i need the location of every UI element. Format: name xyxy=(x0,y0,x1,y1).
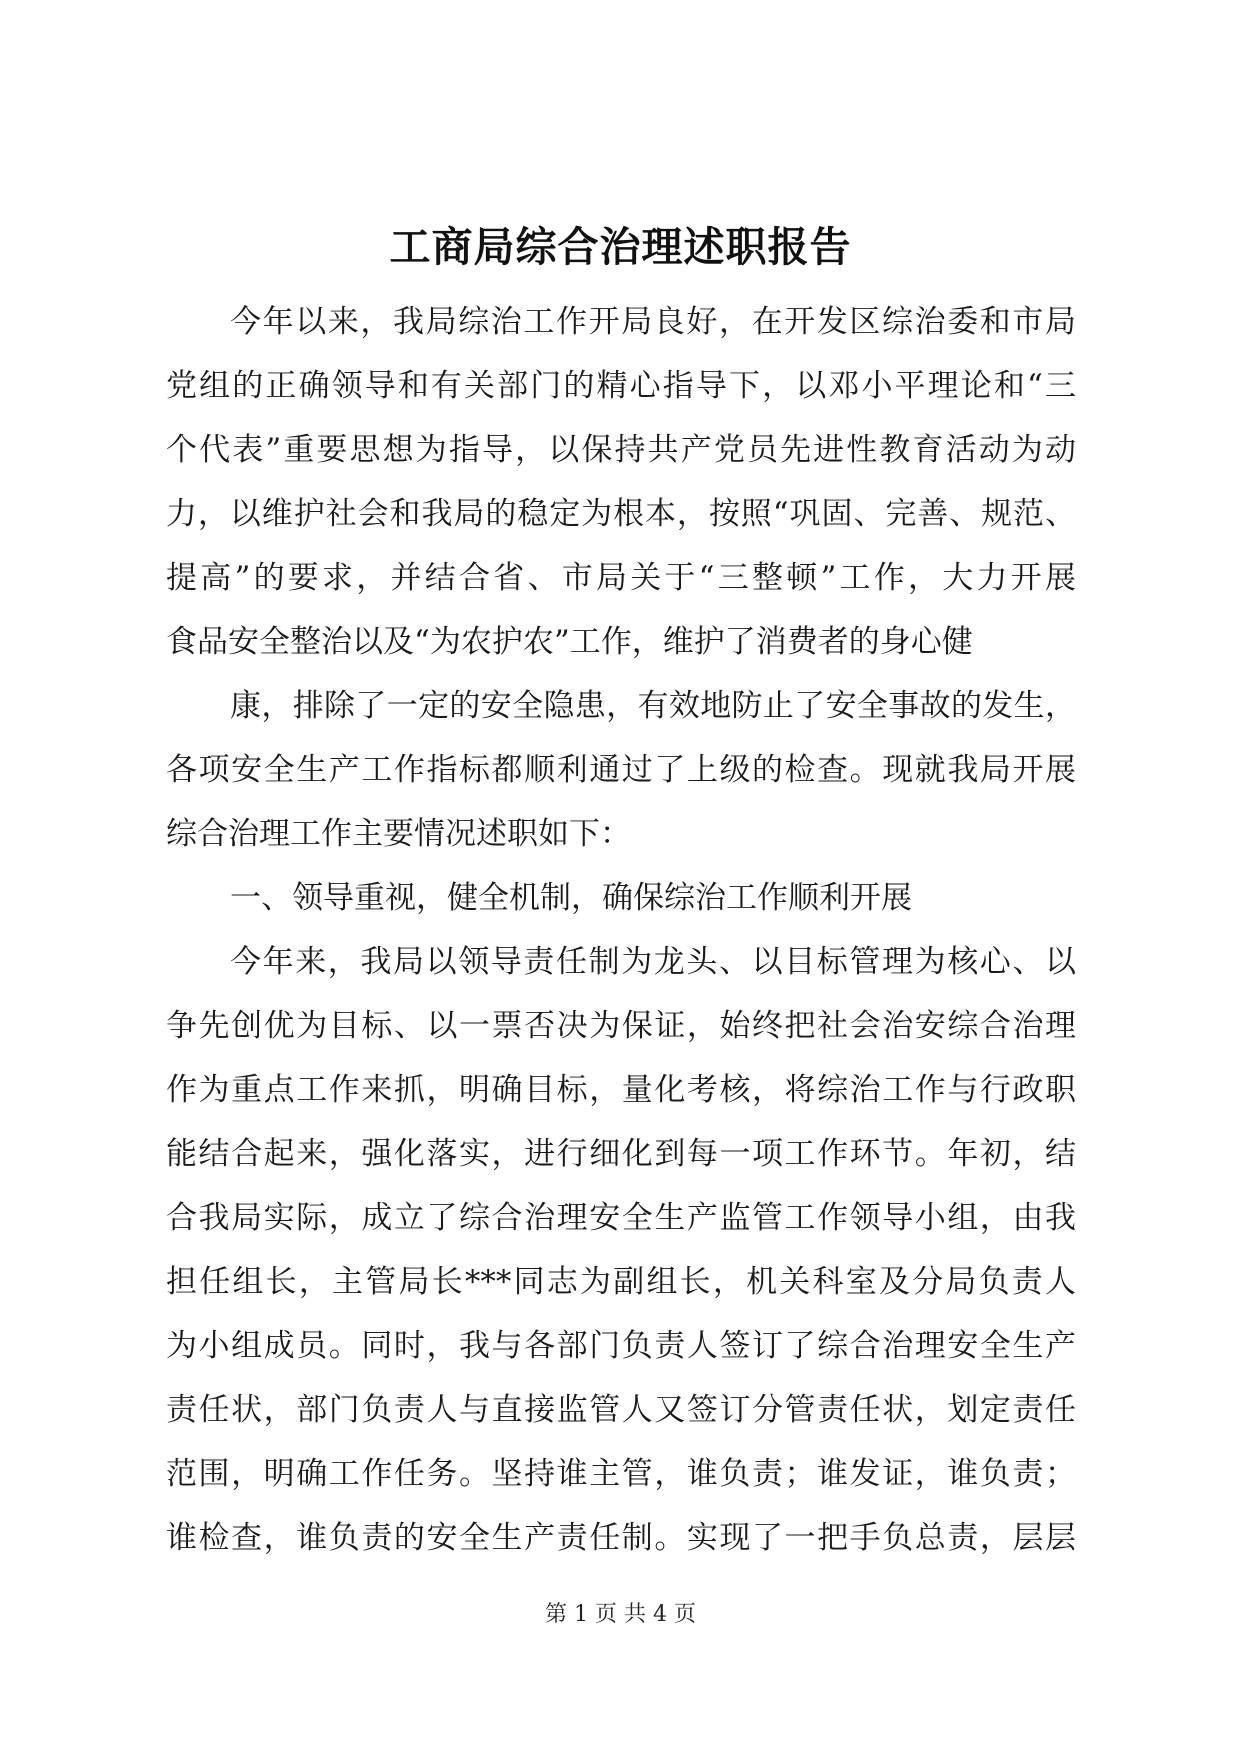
body-line: 争先创优为目标、以一票否决为保证，始终把社会治安综合治理 xyxy=(166,1008,1076,1044)
body-line: 今年来，我局以领导责任制为龙头、以目标管理为核心、以 xyxy=(230,944,1076,980)
body-line: 个代表”重要思想为指导，以保持共产党员先进性教育活动为动 xyxy=(166,432,1076,468)
body-line: 食品安全整治以及“为农护农”工作，维护了消费者的身心健 xyxy=(166,624,973,660)
section-heading: 一、领导重视，健全机制，确保综治工作顺利开展 xyxy=(230,880,912,916)
body-line: 范围，明确工作任务。坚持谁主管，谁负责；谁发证，谁负责； xyxy=(166,1456,1076,1492)
body-line: 责任状，部门负责人与直接监管人又签订分管责任状，划定责任 xyxy=(166,1392,1076,1428)
body-line: 能结合起来，强化落实，进行细化到每一项工作环节。年初，结 xyxy=(166,1136,1076,1172)
document-body xyxy=(166,290,1076,1570)
page-number-footer: 第 1 页 共 4 页 xyxy=(545,1602,696,1627)
body-line: 党组的正确领导和有关部门的精心指导下，以邓小平理论和“三 xyxy=(166,368,1076,404)
body-line: 作为重点工作来抓，明确目标，量化考核，将综治工作与行政职 xyxy=(166,1072,1076,1108)
body-line: 谁检查，谁负责的安全生产责任制。实现了一把手负总责，层层 xyxy=(166,1520,1076,1556)
body-line: 今年以来，我局综治工作开局良好，在开发区综治委和市局 xyxy=(230,304,1076,340)
body-line: 康，排除了一定的安全隐患，有效地防止了安全事故的发生， xyxy=(230,688,1076,724)
body-line: 担任组长，主管局长***同志为副组长，机关科室及分局负责人 xyxy=(166,1264,1076,1300)
body-line: 合我局实际，成立了综合治理安全生产监管工作领导小组，由我 xyxy=(166,1200,1076,1236)
body-line: 为小组成员。同时，我与各部门负责人签订了综合治理安全生产 xyxy=(166,1328,1076,1364)
body-line: 综合治理工作主要情况述职如下： xyxy=(166,816,631,852)
body-line: 各项安全生产工作指标都顺利通过了上级的检查。现就我局开展 xyxy=(166,752,1076,788)
document-title: 工商局综合治理述职报告 xyxy=(389,223,852,271)
body-line: 提高”的要求，并结合省、市局关于“三整顿”工作，大力开展 xyxy=(166,560,1076,596)
body-line: 力，以维护社会和我局的稳定为根本，按照“巩固、完善、规范、 xyxy=(166,496,1076,532)
